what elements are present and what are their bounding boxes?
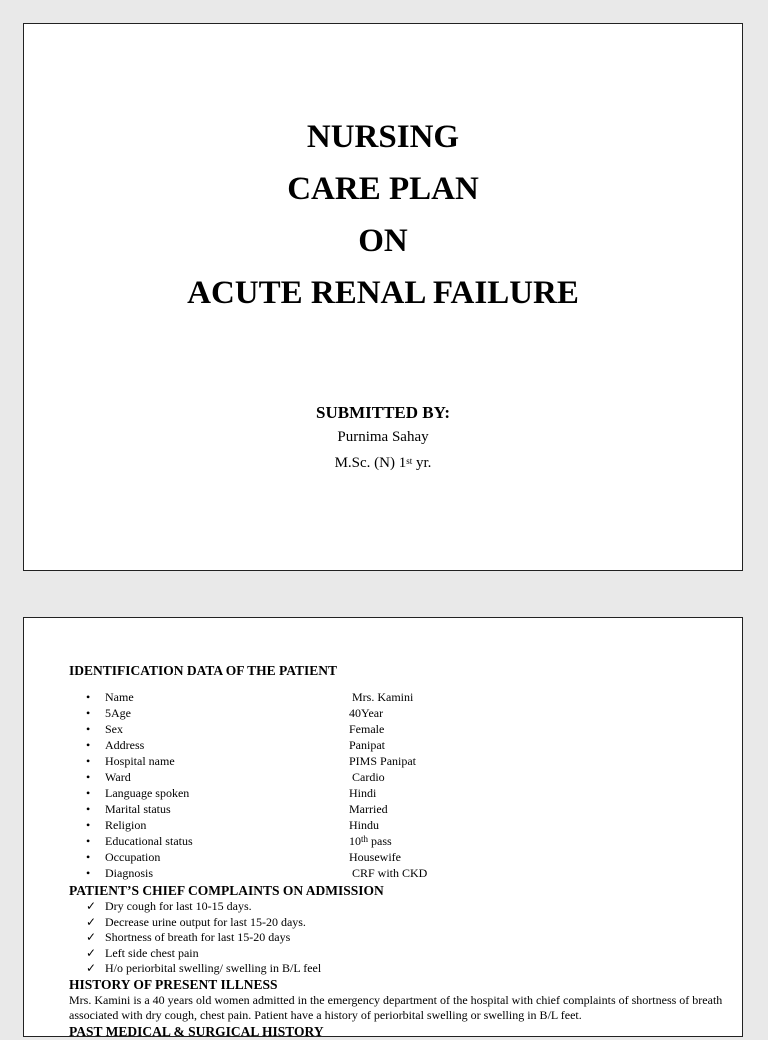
identification-list bbox=[69, 689, 729, 881]
author-name: Purnima Sahay bbox=[337, 429, 429, 445]
submission-info bbox=[24, 402, 742, 476]
field-label: 5Age bbox=[105, 706, 131, 720]
complaints-list bbox=[69, 899, 729, 977]
bullet-icon: • bbox=[86, 738, 91, 752]
title-line-1: NURSING bbox=[306, 119, 460, 155]
degree-prefix: M.Sc. (N) 1 bbox=[334, 455, 407, 471]
field-value bbox=[349, 833, 392, 849]
field-value: CRF with CKD bbox=[352, 866, 428, 880]
identification-row bbox=[69, 849, 729, 865]
cover-page bbox=[23, 23, 743, 571]
field-label: Address bbox=[105, 738, 145, 752]
identification-row bbox=[69, 801, 729, 817]
checkmark-icon: ✓ bbox=[86, 914, 97, 929]
bullet-icon: • bbox=[86, 866, 91, 880]
bullet-icon: • bbox=[86, 706, 91, 720]
identification-row bbox=[69, 865, 729, 881]
education-suffix: pass bbox=[368, 834, 392, 848]
complaint-item bbox=[69, 946, 729, 962]
field-value: Mrs. Kamini bbox=[352, 690, 414, 704]
title-line-2: CARE PLAN bbox=[287, 171, 479, 207]
field-value: Married bbox=[349, 802, 388, 816]
bullet-icon: • bbox=[86, 850, 91, 864]
complaint-item bbox=[69, 961, 729, 977]
field-value: Cardio bbox=[352, 770, 385, 784]
history-heading: HISTORY OF PRESENT ILLNESS bbox=[69, 976, 278, 992]
identification-row bbox=[69, 817, 729, 833]
bullet-icon: • bbox=[86, 834, 91, 848]
author-degree bbox=[24, 450, 742, 476]
identification-row bbox=[69, 769, 729, 785]
identification-heading: IDENTIFICATION DATA OF THE PATIENT bbox=[69, 663, 338, 678]
complaint-text: Dry cough for last 10-15 days. bbox=[105, 899, 252, 913]
complaint-text: Left side chest pain bbox=[105, 945, 199, 960]
field-value: 40Year bbox=[349, 706, 384, 720]
bullet-icon: • bbox=[86, 818, 91, 832]
field-label: Hospital name bbox=[105, 754, 175, 768]
field-label: Marital status bbox=[105, 802, 171, 816]
complaint-item bbox=[69, 899, 729, 915]
title-line-4: ACUTE RENAL FAILURE bbox=[187, 275, 579, 311]
field-label: Name bbox=[105, 690, 134, 704]
field-value: Hindi bbox=[349, 786, 377, 800]
document-title bbox=[24, 111, 742, 319]
bullet-icon: • bbox=[86, 690, 91, 704]
title-line-3: ON bbox=[358, 223, 408, 259]
field-label: Language spoken bbox=[105, 786, 190, 800]
identification-row bbox=[69, 721, 729, 737]
identification-row bbox=[69, 705, 729, 721]
complaint-item bbox=[69, 915, 729, 931]
checkmark-icon: ✓ bbox=[86, 899, 97, 913]
identification-row bbox=[69, 689, 729, 705]
field-value: Female bbox=[349, 722, 385, 736]
bullet-icon: • bbox=[86, 802, 91, 816]
bullet-icon: • bbox=[86, 722, 91, 736]
bullet-icon: • bbox=[86, 754, 91, 768]
field-value: PIMS Panipat bbox=[349, 754, 417, 768]
degree-superscript: st bbox=[406, 456, 413, 466]
past-history-heading: PAST MEDICAL & SURGICAL HISTORY bbox=[69, 1023, 324, 1039]
checkmark-icon: ✓ bbox=[86, 930, 97, 944]
degree-suffix: yr. bbox=[412, 455, 432, 471]
checkmark-icon: ✓ bbox=[86, 945, 97, 960]
field-label: Sex bbox=[105, 722, 123, 736]
field-value: Panipat bbox=[349, 738, 385, 752]
complaint-text: Shortness of breath for last 15-20 days bbox=[105, 930, 291, 944]
bullet-icon: • bbox=[86, 786, 91, 800]
page-content bbox=[69, 663, 729, 1040]
education-value: 10 bbox=[349, 834, 361, 848]
field-label: Diagnosis bbox=[105, 866, 153, 880]
field-label: Educational status bbox=[105, 834, 193, 848]
checkmark-icon: ✓ bbox=[86, 961, 97, 975]
history-paragraph: Mrs. Kamini is a 40 years old women admitted in the emergency department of the hospital with chief complaints of shortness of breath associated with dry cough, chest pain. Patient have a history of periorbital swelling or swelling in B/L feet. bbox=[69, 992, 723, 1022]
field-label: Occupation bbox=[105, 850, 161, 864]
identification-row bbox=[69, 785, 729, 801]
education-superscript: th bbox=[361, 834, 369, 844]
identification-row bbox=[69, 753, 729, 769]
field-label: Ward bbox=[105, 770, 131, 784]
complaints-heading: PATIENT’S CHIEF COMPLAINTS ON ADMISSION bbox=[69, 883, 384, 898]
identification-row bbox=[69, 833, 729, 849]
complaint-text: H/o periorbital swelling/ swelling in B/L feel bbox=[105, 961, 322, 975]
submitted-by-label: SUBMITTED BY: bbox=[316, 403, 450, 422]
patient-data-page bbox=[23, 617, 743, 1037]
complaint-text: Decrease urine output for last 15-20 days. bbox=[105, 914, 306, 929]
field-value: Housewife bbox=[349, 850, 401, 864]
complaint-item bbox=[69, 930, 729, 946]
bullet-icon: • bbox=[86, 770, 91, 784]
field-value: Hindu bbox=[349, 818, 379, 832]
field-label: Religion bbox=[105, 818, 147, 832]
identification-row bbox=[69, 737, 729, 753]
